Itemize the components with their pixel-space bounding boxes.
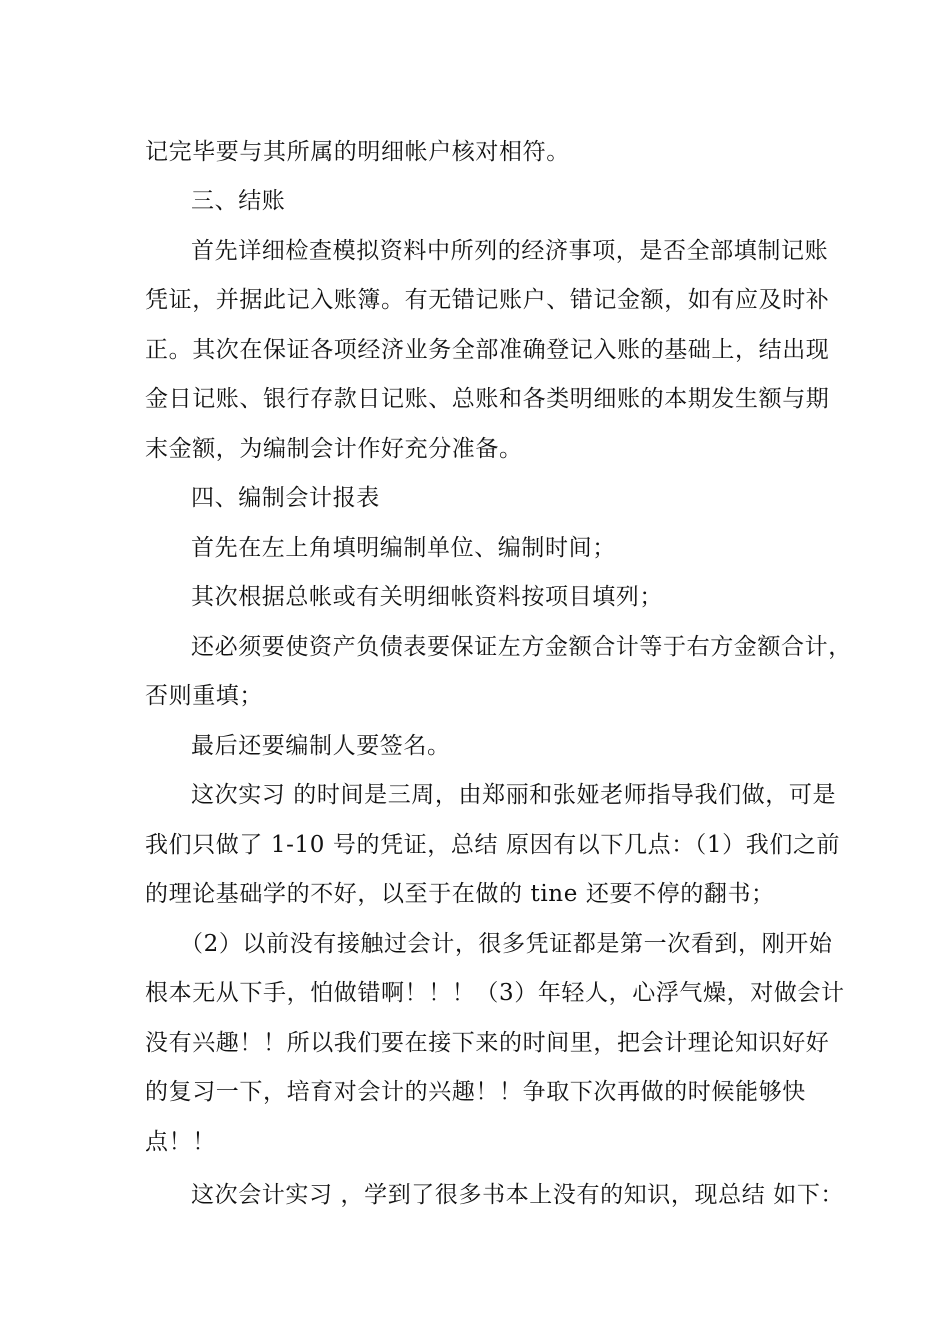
text-line: 末金额，为编制会计作好充分准备。	[145, 436, 523, 462]
text-line: 我们只做了 1-10 号的凭证，总结 原因有以下几点：（1）我们之前	[145, 832, 841, 858]
text-line: 的复习一下，培育对会计的兴趣！！争取下次再做的时候能够快	[145, 1079, 806, 1105]
text-line: 这次会计实习 ，学到了很多书本上没有的知识，现总结 如下：	[191, 1182, 845, 1208]
text-line: （2）以前没有接触过会计，很多凭证都是第一次看到，刚开始	[180, 931, 833, 957]
text-line: 其次根据总帐或有关明细帐资料按项目填列；	[191, 584, 663, 610]
text-line: 根本无从下手，怕做错啊！！！（3）年轻人，心浮气燥，对做会计	[145, 980, 845, 1006]
text-line: 首先详细检查模拟资料中所列的经济事项，是否全部填制记账	[191, 238, 829, 264]
text-line: 凭证，并据此记入账簿。有无错记账户、错记金额，如有应及时补	[145, 287, 830, 313]
text-line: 记完毕要与其所属的明细帐户核对相符。	[145, 139, 570, 165]
text-line: 否则重填；	[145, 683, 263, 709]
section-heading: 三、结账	[191, 188, 286, 214]
text-line: 正。其次在保证各项经济业务全部准确登记入账的基础上，结出现	[145, 337, 830, 363]
text-line: 还必须要使资产负债表要保证左方金额合计等于右方金额合计，	[191, 634, 852, 660]
text-line: 的理论基础学的不好，以至于在做的 tine 还要不停的翻书；	[145, 881, 775, 907]
text-line: 金日记账、银行存款日记账、总账和各类明细账的本期发生额与期	[145, 386, 830, 412]
text-line: 点！！	[145, 1129, 216, 1155]
text-line: 首先在左上角填明编制单位、编制时间；	[191, 535, 616, 561]
text-line: 这次实习 的时间是三周，由郑丽和张娅老师指导我们做，可是	[191, 782, 837, 808]
section-heading: 四、编制会计报表	[191, 485, 380, 511]
text-line: 最后还要编制人要签名。	[191, 733, 451, 759]
text-line: 没有兴趣！！所以我们要在接下来的时间里，把会计理论知识好好	[145, 1030, 830, 1056]
